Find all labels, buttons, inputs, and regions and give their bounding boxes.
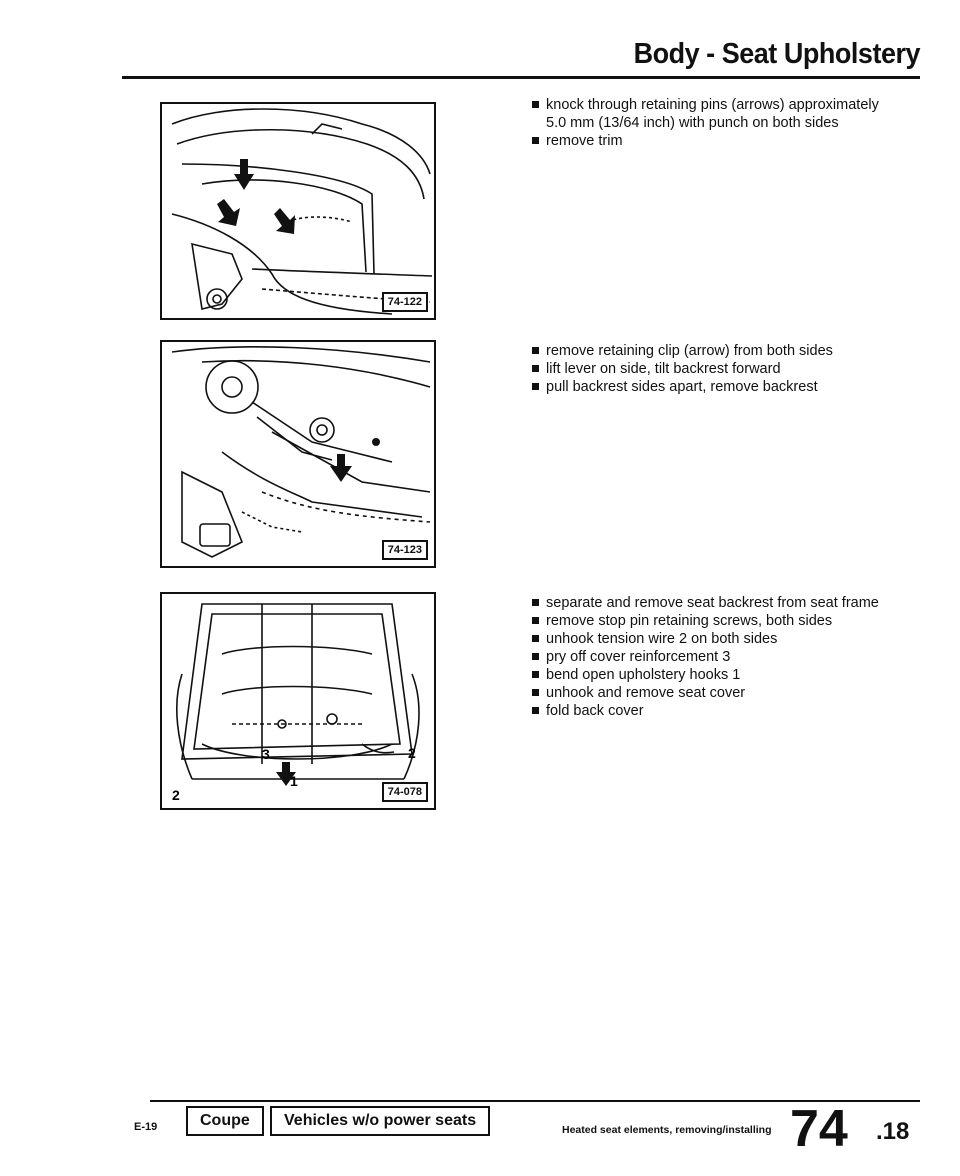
- seat-frame-illustration: [162, 594, 434, 808]
- steps-section-2: [532, 342, 892, 396]
- tag-vehicles-condition: Vehicles w/o power seats: [270, 1106, 490, 1136]
- page-number: .18: [876, 1118, 910, 1145]
- step-item: fold back cover: [532, 702, 892, 720]
- figure-seat-trim: [160, 102, 436, 320]
- page-code: E-19: [134, 1121, 158, 1133]
- callout-wire-left: 3: [262, 746, 270, 762]
- steps-section-3: [532, 594, 892, 720]
- figure-label: 74-078: [382, 782, 428, 802]
- step-item: unhook and remove seat cover: [532, 684, 892, 702]
- step-item: bend open upholstery hooks 1: [532, 666, 892, 684]
- step-item: remove retaining clip (arrow) from both sides: [532, 342, 892, 360]
- callout-wire-right: 2: [408, 745, 416, 761]
- step-item: unhook tension wire 2 on both sides: [532, 630, 892, 648]
- step-item: remove stop pin retaining screws, both sides: [532, 612, 892, 630]
- step-item: separate and remove seat backrest from seat frame: [532, 594, 892, 612]
- backrest-clip-illustration: [162, 342, 434, 566]
- tag-coupe: Coupe: [186, 1106, 264, 1136]
- step-item: pry off cover reinforcement 3: [532, 648, 892, 666]
- figure-label: 74-123: [382, 540, 428, 560]
- step-item: pull backrest sides apart, remove backrest: [532, 378, 892, 396]
- footer-description: Heated seat elements, removing/installing: [562, 1124, 772, 1136]
- page-title: Body - Seat Upholstery: [633, 38, 920, 70]
- step-item: remove trim: [532, 132, 892, 150]
- title-rule: [122, 76, 920, 79]
- step-item: lift lever on side, tilt backrest forward: [532, 360, 892, 378]
- step-item: knock through retaining pins (arrows) approximately 5.0 mm (13/64 inch) with punch on both sides: [532, 96, 892, 132]
- figure-backrest-clip: [160, 340, 436, 568]
- figure-seat-frame: [160, 592, 436, 810]
- figure-label: 74-122: [382, 292, 428, 312]
- chapter-number: 74: [790, 1100, 848, 1158]
- callout-hooks: 1: [290, 773, 298, 789]
- steps-section-1: [532, 96, 892, 150]
- callout-tension-wire: 2: [172, 787, 180, 803]
- seat-trim-illustration: [162, 104, 434, 318]
